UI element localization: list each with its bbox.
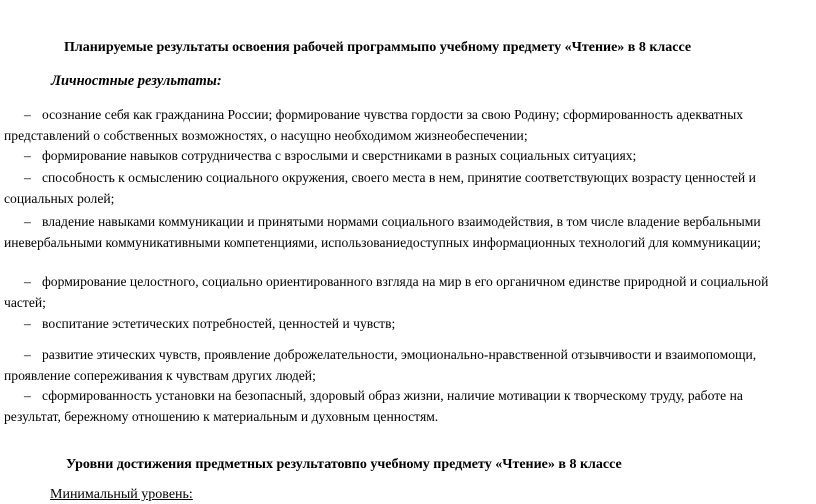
dash-bullet: – [24, 214, 31, 229]
list-item-text: формирование навыков сотрудничества с взрослыми и сверстниками в разных социальных ситуациях; [42, 148, 637, 163]
list-item-text: владение навыками коммуникации и принятыми нормами социального взаимодействия, в том числе владение вербальными иневербальными коммуникативными компетенциями, использованиедоступных информационных технологий для коммуникации; [4, 214, 761, 250]
list-item-text: воспитание эстетических потребностей, ценностей и чувств; [42, 316, 396, 331]
list-item [4, 145, 800, 166]
dash-bullet: – [24, 148, 31, 163]
list-item-text: развитие этических чувств, проявление доброжелательности, эмоционально-нравственной отзывчивости и взаимопомощи, проявление сопереживания к чувствам других людей; [4, 347, 757, 383]
list-item [4, 313, 800, 334]
list-item [4, 385, 800, 427]
personal-results-heading: Личностные результаты: [51, 73, 222, 89]
dash-bullet: – [24, 316, 31, 331]
document-title: Планируемые результаты освоения рабочей программыпо учебному предмету «Чтение» в 8 классе [64, 40, 692, 55]
dash-bullet: – [24, 347, 31, 362]
list-item-text: формирование целостного, социально ориентированного взгляда на мир в его органичном единстве природной и социальной частей; [4, 274, 769, 310]
list-item-text: осознание себя как гражданина России; формирование чувства гордости за свою Родину; сформированность адекватных представлений о собственных возможностях, о насущно необходимом жизнеобеспечении; [4, 107, 744, 143]
list-item [4, 211, 800, 253]
minimal-level-label: Минимальный уровень: [50, 487, 193, 502]
dash-bullet: – [24, 107, 31, 122]
levels-heading: Уровни достижения предметных результатовпо учебному предмету «Чтение» в 8 классе [66, 457, 622, 472]
dash-bullet: – [24, 170, 31, 185]
dash-bullet: – [24, 274, 31, 289]
list-item [4, 271, 800, 313]
list-item-text: сформированность установки на безопасный, здоровый образ жизни, наличие мотивации к творческому труду, работе на результат, бережному отношению к материальным и духовным ценностям. [4, 388, 743, 424]
list-item-text: способность к осмыслению социального окружения, своего места в нем, принятие соответствующих возрасту ценностей и социальных ролей; [4, 170, 756, 206]
list-item [4, 344, 800, 386]
list-item [4, 167, 800, 209]
dash-bullet: – [24, 388, 31, 403]
list-item [4, 104, 800, 146]
